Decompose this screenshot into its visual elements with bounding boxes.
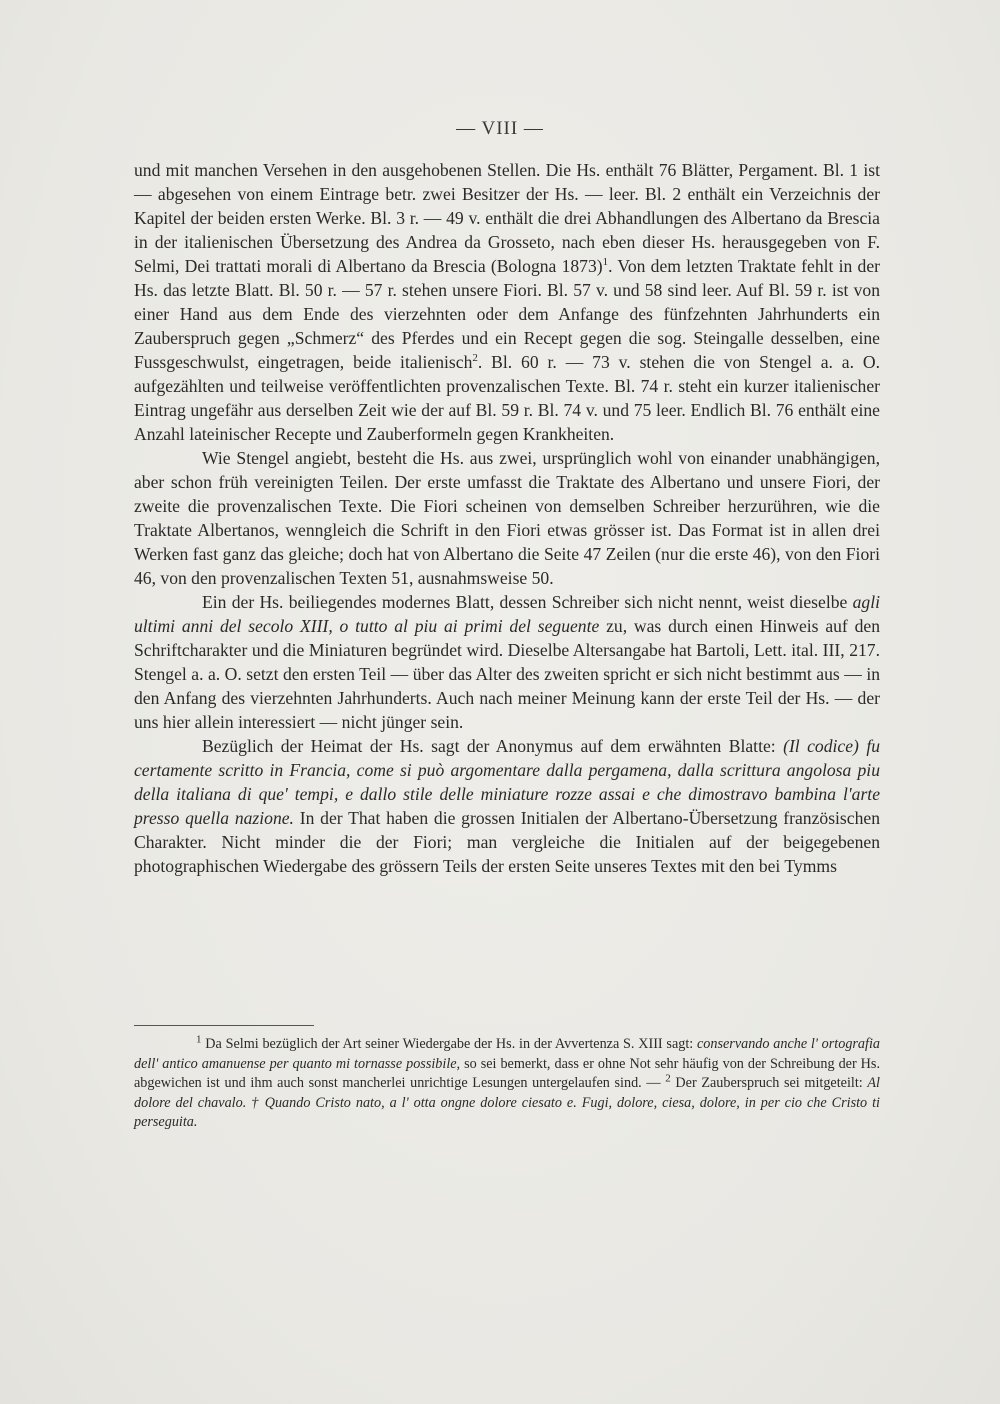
main-text xyxy=(134,158,880,878)
footnote-1-part-a: Da Selmi bezüglich der Art seiner Wiedergabe der Hs. in der Avvertenza S. XIII sagt: xyxy=(201,1036,697,1052)
paragraph-3 xyxy=(134,590,880,734)
footnote-2-quote: Al dolore del chavalo. † Quando Cristo nato, a l' otta ongne dolore ciesato e. Fugi, dolore, ciesa, dolore, in per cio che Cristo ti perseguita. xyxy=(134,1075,880,1131)
paragraph-3-part-b: zu, was durch einen Hinweis auf den Schriftcharakter und die Miniaturen begründet wird. Dieselbe Altersangabe hat Bartoli, Lett. ital. III, 217. Stengel a. a. O. setzt den ersten Teil — über das Alter des zweiten spricht er sich nicht bestimmt aus — in den Anfang des vierzehnten Jahrhunderts. Auch nach meiner Meinung kann der erste Teil der Hs. — der uns hier allein interessiert — nicht jünger sein. xyxy=(134,616,880,732)
paragraph-1-part-a: und mit manchen Versehen in den ausgehobenen Stellen. Die Hs. enthält 76 Blätter, Pergament. Bl. 1 ist — abgesehen von einem Eintrage betr. zwei Besitzer der Hs. — leer. Bl. 2 enthält ein Verzeichnis der Kapitel der beiden ersten Werke. Bl. 3 r. — 49 v. enthält die drei Abhandlungen des Albertano da Brescia in der italienischen Übersetzung des Andrea da Grosseto, nach eben dieser Hs. herausgegeben von F. Selmi, Dei trattati morali di Albertano da Brescia (Bologna 1873) xyxy=(134,160,880,276)
footnote-ref-2: 2 xyxy=(472,352,478,365)
paragraph-1-part-b: . Von dem letzten Traktate fehlt in der Hs. das letzte Blatt. Bl. 50 r. — 57 r. stehen unsere Fiori. Bl. 57 v. und 58 sind leer. Auf Bl. 59 r. ist von einer Hand aus dem Ende des vierzehnten oder dem Anfange des fünfzehnten Jahrhunderts ein Zauberspruch gegen „Schmerz“ des Pferdes und ein Recept gegen die sog. Steingalle desselben, eine Fussgeschwulst, eingetragen, beide italienisch xyxy=(134,256,881,372)
paragraph-4-quote: (Il codice) fu certamente scritto in Francia, come si può argomentare dalla pergamena, dalla scrittura angolosa piu della italiana di que' tempi, e dallo stile delle miniature rozze assai e che dimostravo bambina l'arte presso quella nazione. xyxy=(134,736,881,828)
page-number: — VIII — xyxy=(456,118,544,139)
footnote-1-number: 1 xyxy=(196,1033,202,1046)
footnote-divider xyxy=(134,1025,314,1026)
paragraph-1 xyxy=(134,158,880,446)
paragraph-2: Wie Stengel angiebt, besteht die Hs. aus zwei, ursprünglich wohl von einander unabhängigen, aber schon früh vereinigten Teilen. Der erste umfasst die Traktate des Albertano und unsere Fiori, der zweite die provenzalischen Texte. Die Fiori scheinen von demselben Schreiber herzurühren, wie die Traktate Albertanos, wenngleich die Schrift in den Fiori etwas grösser ist. Das Format ist in allen drei Werken fast ganz das gleiche; doch hat von Albertano die Seite 47 Zeilen (nur die erste 46), von den Fiori 46, von den provenzalischen Texten 51, ausnahmsweise 50. xyxy=(134,448,880,588)
footnote-block xyxy=(134,1035,880,1133)
paragraph-1-part-c: . Bl. 60 r. — 73 v. stehen die von Stengel a. a. O. aufgezählten und teilweise veröffentlichten provenzalischen Texte. Bl. 74 r. steht ein kurzer italienischer Eintrag ungefähr aus derselben Zeit wie der auf Bl. 59 r. Bl. 74 v. und 75 leer. Endlich Bl. 76 enthält eine Anzahl lateinischer Recepte und Zauberformeln gegen Krankheiten. xyxy=(134,352,881,444)
footnote-1-part-b: so sei bemerkt, dass er ohne Not sehr häufig von der Schreibung der Hs. abgewichen ist und ihm auch sonst mancherlei unrichtige Lesungen untergelaufen sind. — xyxy=(134,1055,880,1092)
footnote-2-part-a: Der Zauberspruch sei mitgeteilt: xyxy=(670,1075,868,1092)
footnotes xyxy=(134,1035,880,1133)
paragraph-4-part-b: In der That haben die grossen Initialen der Albertano-Übersetzung französischen Charakter. Nicht minder die der Fiori; man vergleiche die Initialen auf der beigegebenen photographischen Wiedergabe des grössern Teils der ersten Seite unseres Textes mit den bei Tymms xyxy=(134,808,880,876)
footnote-ref-1: 1 xyxy=(602,256,609,269)
footnote-2-number: 2 xyxy=(665,1072,671,1085)
footnote-1-quote: conservando anche l' ortografia dell' antico amanuense per quanto mi tornasse possibile, xyxy=(134,1036,881,1072)
paragraph-4 xyxy=(134,734,880,878)
paragraph-3-part-a: Ein der Hs. beiliegendes modernes Blatt, dessen Schreiber sich nicht nennt, weist dieselbe xyxy=(202,592,853,612)
paragraph-4-part-a: Bezüglich der Heimat der Hs. sagt der Anonymus auf dem erwähnten Blatte: xyxy=(202,736,784,756)
paragraph-3-quote: agli ultimi anni del secolo XIII, o tutto al piu ai primi del seguente xyxy=(134,592,880,636)
